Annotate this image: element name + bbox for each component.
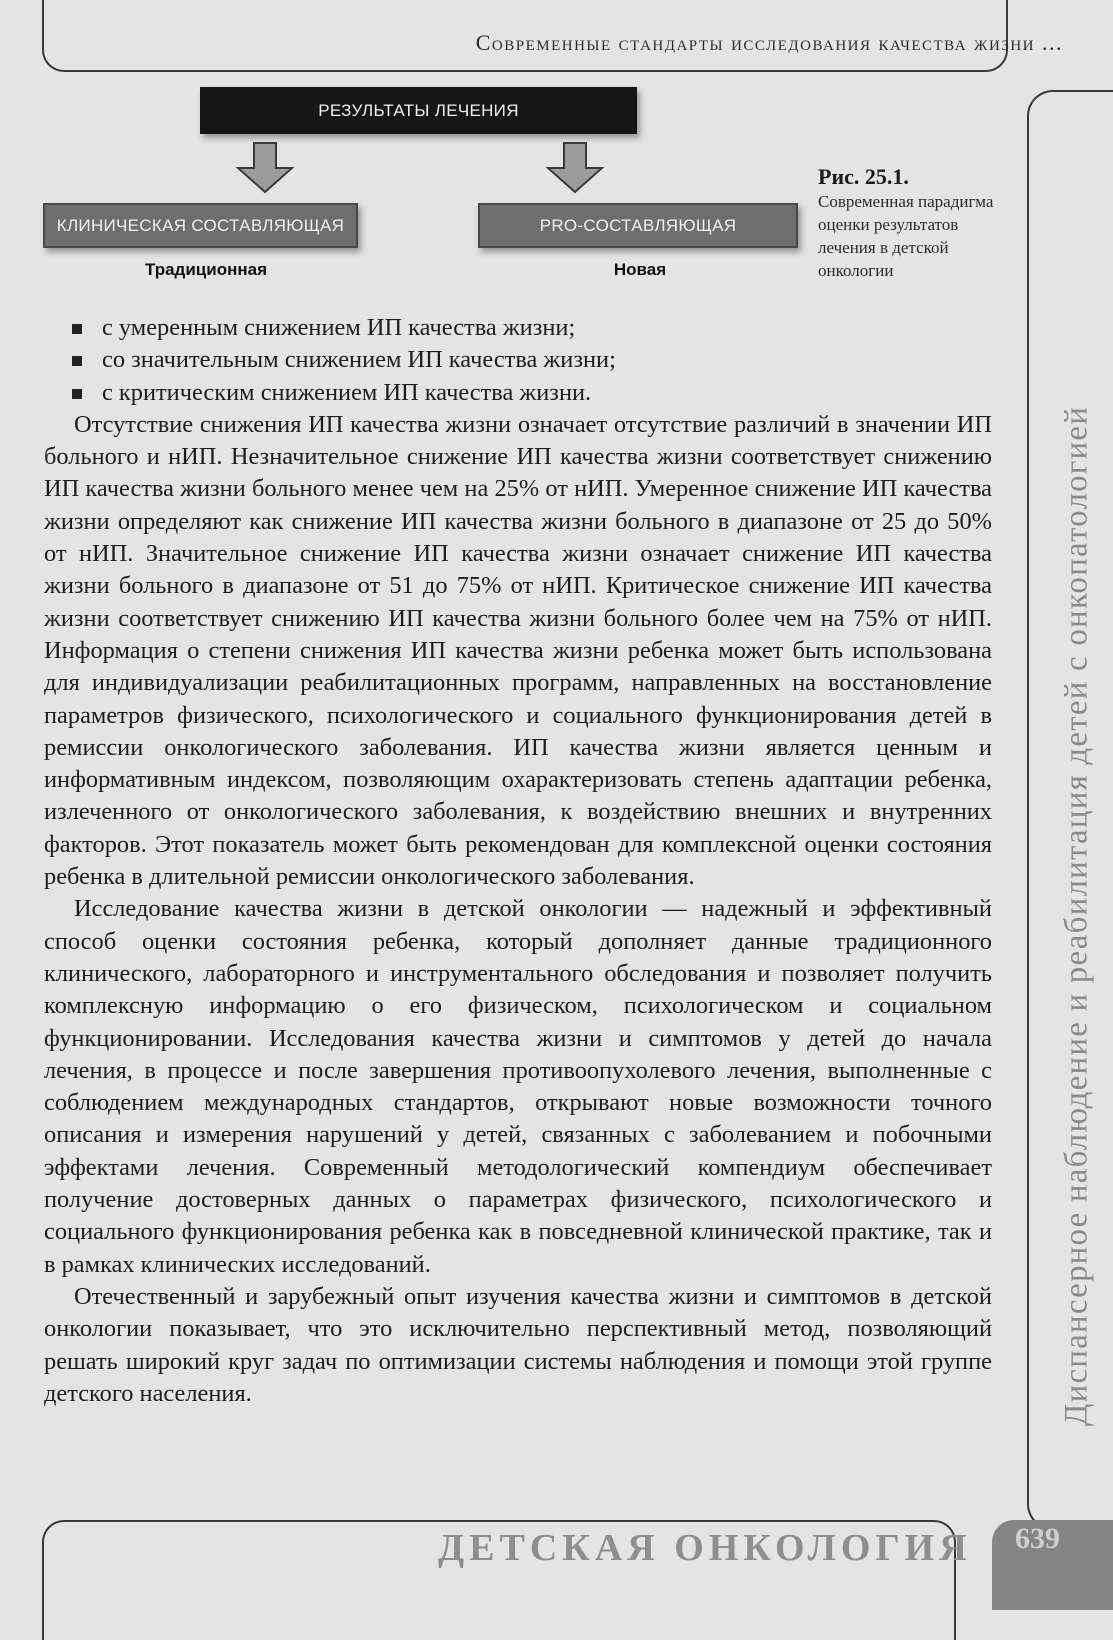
list-item-text: со значительным снижением ИП качества жизни; — [102, 346, 616, 374]
book-title: ДЕТСКАЯ ОНКОЛОГИЯ — [438, 1527, 972, 1569]
figure-caption — [818, 165, 998, 282]
results-box: РЕЗУЛЬТАТЫ ЛЕЧЕНИЯ — [200, 87, 637, 134]
caption-text: Современная парадигма оценки результатов лечения в детской онкологии — [818, 192, 994, 280]
paragraph: Исследование качества жизни в детской онкологии — надежный и эффективный способ оценки состояния ребенка, который дополняет данные традиционного клинического, лабораторного и инструментального обследования и позволяет получить комплексную информацию о его физическом, психологическом и социальном функционировании. Исследования качества жизни и симптомов у детей до начала лечения, в процессе и после завершения противоопухолевого лечения, выполненные с соблюдением международных стандартов, открывают новые возможности точного описания и измерения нарушений у детей, связанных с заболеванием и побочными эффектами лечения. Современный методологический компендиум обеспечивает получение достоверных данных о параметрах физического, психологического и социального функционирования ребенка как в повседневной клинической практике, так и в рамках клинических исследований. — [44, 895, 992, 1278]
new-label: Новая — [613, 260, 667, 279]
bullet-icon — [72, 389, 82, 399]
body-text — [44, 312, 992, 1410]
figure-diagram — [0, 0, 820, 300]
list-item — [44, 312, 992, 344]
clinical-component-box: КЛИНИЧЕСКАЯ СОСТАВЛЯЮЩАЯ — [43, 203, 358, 248]
arrow-down-icon — [546, 142, 604, 194]
pro-component-box: PRO-СОСТАВЛЯЮЩАЯ — [478, 203, 798, 248]
running-head: Современные стандарты исследования качества жизни ... — [475, 30, 1063, 55]
list-item-text: с критическим снижением ИП качества жизни. — [102, 378, 592, 406]
side-section-title: Диспансерное наблюдение и реабилитация детей с онкопатологией — [1058, 405, 1095, 1427]
bullet-icon — [72, 324, 82, 334]
paragraph: Отечественный и зарубежный опыт изучения качества жизни и симптомов в детской онкологии показывает, что это исключительно перспективный метод, позволяющий решать широкий круг задач по оптимизации системы наблюдения и помощи этой группе детского населения. — [44, 1282, 992, 1407]
traditional-label: Традиционная — [144, 260, 267, 279]
bullet-list — [44, 312, 992, 409]
list-item-text: с умеренным снижением ИП качества жизни; — [102, 314, 576, 341]
arrow-down-icon — [236, 142, 294, 194]
bullet-icon — [72, 356, 82, 366]
page-number: 639 — [1015, 1522, 1060, 1555]
caption-label: Рис. 25.1. — [818, 164, 909, 189]
paragraph: Отсутствие снижения ИП качества жизни означает отсутствие различий в значении ИП больного и нИП. Незначительное снижение ИП качества жизни соответствует снижению ИП качества жизни больного менее чем на 25% от нИП. Умеренное снижение ИП качества жизни определяют как снижение ИП качества жизни больного в диапазоне от 25 до 50% от нИП. Значительное снижение ИП качества жизни означает снижение ИП качества жизни больного в диапазоне от 51 до 75% от нИП. Критическое снижение ИП качества жизни соответствует снижению ИП качества жизни больного более чем на 75% от нИП. Информация о степени снижения ИП качества жизни ребенка может быть использована для индивидуализации реабилитационных программ, направленных на восстановление параметров физического, психологического и социального функционирования детей в ремиссии онкологического заболевания. ИП качества жизни является ценным и информативным индексом, позволяющим охарактеризовать степень адаптации ребенка, излеченного от онкологического заболевания, к воздействию внешних и внутренних факторов. Этот показатель может быть рекомендован для комплексной оценки состояния ребенка в длительной ремиссии онкологического заболевания. — [44, 410, 992, 891]
list-item — [44, 344, 992, 376]
list-item — [44, 377, 992, 409]
